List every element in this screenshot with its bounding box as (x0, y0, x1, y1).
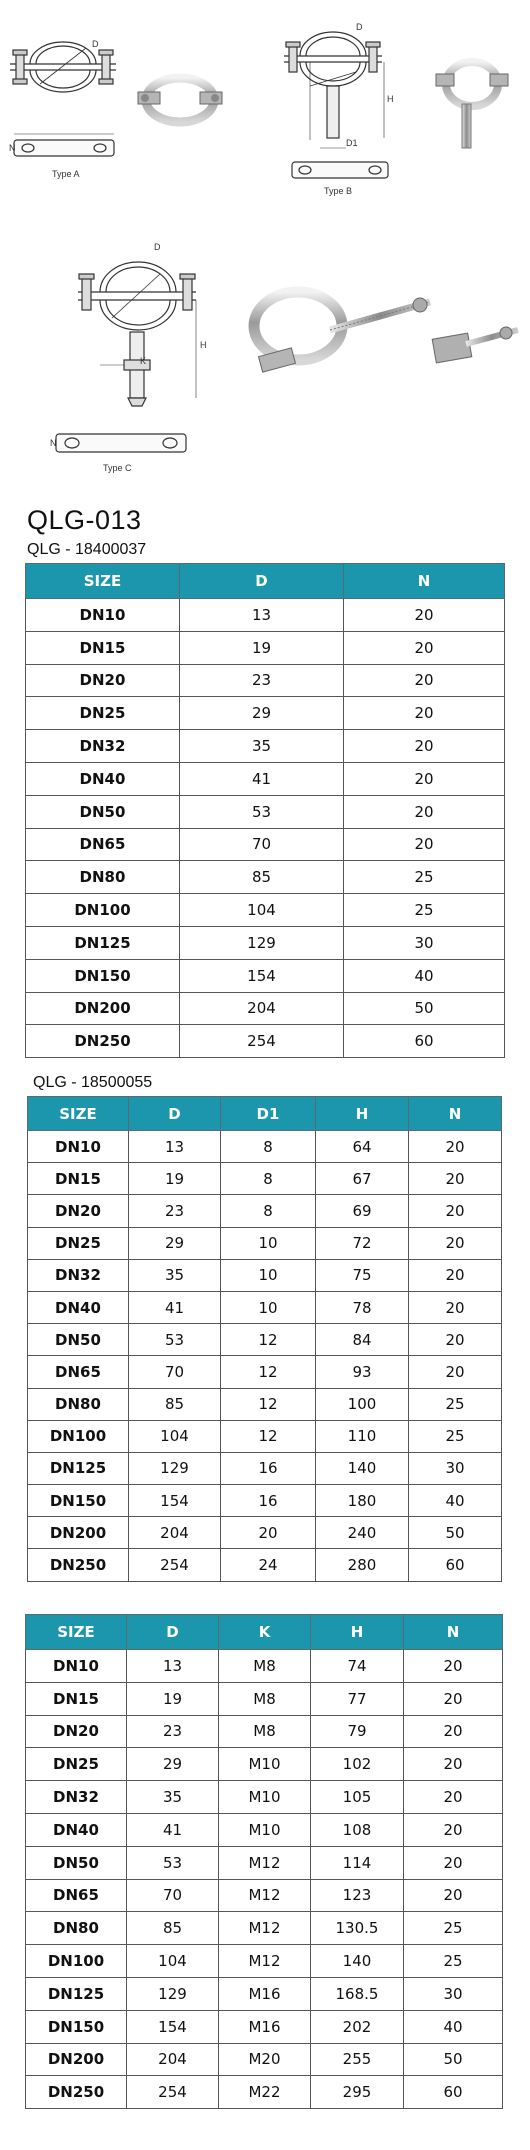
table-cell: 10 (221, 1227, 316, 1259)
table-cell: 108 (311, 1813, 404, 1846)
table-row (28, 1131, 502, 1163)
dimension-k-label: K (140, 356, 147, 366)
table-cell: 254 (129, 1549, 221, 1581)
table-row (28, 1195, 502, 1227)
dimension-n-label: N (50, 438, 57, 448)
table-row (26, 697, 505, 730)
table-cell: 202 (311, 2010, 404, 2043)
table-cell: 40 (409, 1485, 502, 1517)
table-cell: DN200 (26, 992, 180, 1025)
table-header-row (26, 1615, 503, 1650)
table-cell: DN200 (28, 1517, 129, 1549)
table-row (28, 1549, 502, 1581)
table-row (26, 2076, 503, 2109)
table-row (26, 1715, 503, 1748)
spec-table-type-c (25, 1614, 503, 2109)
table-cell: DN20 (28, 1195, 129, 1227)
table-cell: DN32 (26, 730, 180, 763)
table-cell: 105 (311, 1781, 404, 1814)
table-cell: M8 (219, 1682, 311, 1715)
dimension-n-label: N (9, 143, 16, 153)
table-row (28, 1420, 502, 1452)
table-cell: 67 (316, 1163, 409, 1195)
column-header: H (311, 1615, 404, 1650)
spec-table-type-a (25, 563, 505, 1058)
table-cell: 104 (129, 1420, 221, 1452)
table-cell: 140 (311, 1945, 404, 1978)
table-cell: 60 (409, 1549, 502, 1581)
table-cell: M10 (219, 1781, 311, 1814)
table-cell: 254 (127, 2076, 219, 2109)
table-cell: 20 (409, 1227, 502, 1259)
table-cell: 29 (127, 1748, 219, 1781)
type-a-photo (138, 78, 222, 122)
table-cell: DN50 (26, 795, 180, 828)
table-cell: 20 (404, 1813, 503, 1846)
table-cell: 70 (129, 1356, 221, 1388)
table-header-row (26, 564, 505, 599)
table-cell: 25 (409, 1388, 502, 1420)
table-cell: 53 (129, 1324, 221, 1356)
table-row (26, 894, 505, 927)
table-cell: 20 (344, 599, 505, 632)
table-cell: 20 (409, 1356, 502, 1388)
table-cell: 16 (221, 1452, 316, 1484)
table-cell: DN100 (26, 894, 180, 927)
table-cell: 12 (221, 1388, 316, 1420)
table-cell: 84 (316, 1324, 409, 1356)
table-cell: 78 (316, 1291, 409, 1323)
table-cell: DN150 (26, 2010, 127, 2043)
table-cell: 240 (316, 1517, 409, 1549)
table-row (26, 992, 505, 1025)
dimension-d-label: D (92, 39, 99, 49)
table-cell: DN250 (26, 1025, 180, 1058)
column-header: D (180, 564, 344, 599)
table-cell: 20 (344, 730, 505, 763)
table-row (26, 1846, 503, 1879)
table-row (26, 631, 505, 664)
table-cell: 35 (127, 1781, 219, 1814)
table-cell: 69 (316, 1195, 409, 1227)
table-cell: 79 (311, 1715, 404, 1748)
type-b-drawing (284, 32, 388, 178)
table-row (26, 1977, 503, 2010)
table-row (26, 1879, 503, 1912)
table-cell: 168.5 (311, 1977, 404, 2010)
table-row (26, 959, 505, 992)
table-cell: 10 (221, 1259, 316, 1291)
table-cell: 129 (180, 926, 344, 959)
table-cell: 13 (129, 1131, 221, 1163)
table-cell: DN20 (26, 664, 180, 697)
table-cell: 41 (127, 1813, 219, 1846)
table-cell: 23 (127, 1715, 219, 1748)
table-cell: 25 (404, 1945, 503, 1978)
table-cell: 60 (344, 1025, 505, 1058)
table-cell: 104 (127, 1945, 219, 1978)
table-cell: DN125 (28, 1452, 129, 1484)
table-cell: 20 (404, 1682, 503, 1715)
table-cell: 25 (344, 894, 505, 927)
table-cell: 50 (409, 1517, 502, 1549)
product-code: QLG - 18400037 (27, 541, 147, 558)
table-cell: 140 (316, 1452, 409, 1484)
table-cell: M12 (219, 1846, 311, 1879)
table-cell: 8 (221, 1163, 316, 1195)
column-header: D1 (221, 1097, 316, 1131)
table-cell: M8 (219, 1715, 311, 1748)
table-row (26, 926, 505, 959)
table-cell: 29 (129, 1227, 221, 1259)
table-cell: 60 (404, 2076, 503, 2109)
table-cell: M20 (219, 2043, 311, 2076)
column-header: N (409, 1097, 502, 1131)
table-row (28, 1291, 502, 1323)
type-a-drawing (10, 42, 116, 156)
column-header: D (127, 1615, 219, 1650)
table-cell: 20 (344, 795, 505, 828)
table-cell: DN50 (28, 1324, 129, 1356)
table-cell: 204 (129, 1517, 221, 1549)
table-cell: 12 (221, 1420, 316, 1452)
table-cell: 85 (129, 1388, 221, 1420)
table-cell: 10 (221, 1291, 316, 1323)
table-cell: M12 (219, 1912, 311, 1945)
table-row (26, 664, 505, 697)
table-cell: M16 (219, 1977, 311, 2010)
table-cell: DN250 (28, 1549, 129, 1581)
table-cell: 20 (344, 664, 505, 697)
table-cell: DN150 (26, 959, 180, 992)
table-row (26, 1025, 505, 1058)
table-row (26, 795, 505, 828)
table-cell: 104 (180, 894, 344, 927)
table-cell: 20 (221, 1517, 316, 1549)
table-cell: 280 (316, 1549, 409, 1581)
table-row (28, 1356, 502, 1388)
table-cell: DN100 (26, 1945, 127, 1978)
table-cell: 100 (316, 1388, 409, 1420)
table-cell: DN25 (28, 1227, 129, 1259)
column-header: N (404, 1615, 503, 1650)
table-cell: 20 (409, 1131, 502, 1163)
table-cell: 19 (129, 1163, 221, 1195)
table-cell: 50 (344, 992, 505, 1025)
table-cell: DN40 (26, 1813, 127, 1846)
table-cell: 85 (127, 1912, 219, 1945)
table-cell: DN40 (26, 762, 180, 795)
table-row (26, 2043, 503, 2076)
table-cell: 50 (404, 2043, 503, 2076)
table-cell: 12 (221, 1324, 316, 1356)
table-cell: 114 (311, 1846, 404, 1879)
table-cell: M12 (219, 1879, 311, 1912)
table-cell: DN80 (26, 1912, 127, 1945)
table-cell: 20 (404, 1781, 503, 1814)
table-cell: DN15 (26, 1682, 127, 1715)
table-cell: 20 (409, 1259, 502, 1291)
table-cell: 30 (344, 926, 505, 959)
table-cell: M12 (219, 1945, 311, 1978)
table-row (26, 1650, 503, 1683)
type-c-drawing (56, 262, 196, 452)
table-cell: M22 (219, 2076, 311, 2109)
table-cell: 41 (180, 762, 344, 795)
table-cell: DN65 (26, 1879, 127, 1912)
table-cell: DN65 (28, 1356, 129, 1388)
table-cell: 8 (221, 1195, 316, 1227)
table-row (26, 599, 505, 632)
column-header: SIZE (26, 564, 180, 599)
column-header: SIZE (28, 1097, 129, 1131)
column-header: H (316, 1097, 409, 1131)
table-cell: 20 (344, 631, 505, 664)
table-cell: 93 (316, 1356, 409, 1388)
table-cell: 20 (404, 1748, 503, 1781)
table-row (28, 1227, 502, 1259)
table-cell: 8 (221, 1131, 316, 1163)
table-cell: DN125 (26, 926, 180, 959)
type-b-photo (436, 62, 508, 148)
table-row (28, 1485, 502, 1517)
dimension-h-label: H (200, 340, 207, 350)
table-cell: 154 (127, 2010, 219, 2043)
table-cell: 123 (311, 1879, 404, 1912)
table-cell: 40 (404, 2010, 503, 2043)
table-cell: 30 (409, 1452, 502, 1484)
table-cell: 75 (316, 1259, 409, 1291)
table-cell: 13 (180, 599, 344, 632)
table-cell: 129 (127, 1977, 219, 2010)
table-cell: 70 (127, 1879, 219, 1912)
table-cell: 13 (127, 1650, 219, 1683)
table-header-row (28, 1097, 502, 1131)
table-cell: 20 (404, 1846, 503, 1879)
table-cell: DN50 (26, 1846, 127, 1879)
table-cell: 154 (180, 959, 344, 992)
table-cell: DN200 (26, 2043, 127, 2076)
table-cell: DN25 (26, 697, 180, 730)
table-cell: 77 (311, 1682, 404, 1715)
table-cell: 20 (344, 762, 505, 795)
product-code: QLG - 18500055 (33, 1074, 153, 1091)
table-cell: 74 (311, 1650, 404, 1683)
table-cell: DN20 (26, 1715, 127, 1748)
table-cell: DN125 (26, 1977, 127, 2010)
table-row (26, 1912, 503, 1945)
table-cell: 20 (344, 697, 505, 730)
table-cell: DN40 (28, 1291, 129, 1323)
table-cell: DN80 (28, 1388, 129, 1420)
column-header: K (219, 1615, 311, 1650)
table-cell: 20 (404, 1715, 503, 1748)
table-cell: 254 (180, 1025, 344, 1058)
table-row (26, 861, 505, 894)
table-cell: DN32 (26, 1781, 127, 1814)
table-cell: 64 (316, 1131, 409, 1163)
table-cell: 154 (129, 1485, 221, 1517)
table-cell: 25 (404, 1912, 503, 1945)
table-cell: M8 (219, 1650, 311, 1683)
model-title: QLG-013 (27, 505, 142, 535)
dimension-d1-label: D1 (346, 138, 358, 148)
table-cell: DN25 (26, 1748, 127, 1781)
table-cell: DN10 (26, 599, 180, 632)
spec-table-type-b (27, 1096, 502, 1582)
table-cell: DN10 (26, 1650, 127, 1683)
table-cell: 41 (129, 1291, 221, 1323)
table-cell: 23 (129, 1195, 221, 1227)
table-cell: 29 (180, 697, 344, 730)
table-row (28, 1163, 502, 1195)
table-cell: 19 (127, 1682, 219, 1715)
table-row (26, 1781, 503, 1814)
table-cell: 20 (409, 1291, 502, 1323)
table-cell: DN80 (26, 861, 180, 894)
table-cell: M10 (219, 1813, 311, 1846)
table-cell: 204 (127, 2043, 219, 2076)
column-header: SIZE (26, 1615, 127, 1650)
table-cell: 20 (409, 1163, 502, 1195)
table-row (26, 762, 505, 795)
table-cell: 53 (180, 795, 344, 828)
table-cell: 204 (180, 992, 344, 1025)
table-cell: DN15 (28, 1163, 129, 1195)
table-cell: DN65 (26, 828, 180, 861)
table-cell: 180 (316, 1485, 409, 1517)
table-cell: 53 (127, 1846, 219, 1879)
table-cell: DN15 (26, 631, 180, 664)
type-a-label: Type A (52, 169, 80, 179)
table-cell: M10 (219, 1748, 311, 1781)
table-cell: DN32 (28, 1259, 129, 1291)
table-cell: 35 (180, 730, 344, 763)
table-cell: 102 (311, 1748, 404, 1781)
table-cell: 23 (180, 664, 344, 697)
table-cell: 25 (409, 1420, 502, 1452)
table-cell: 110 (316, 1420, 409, 1452)
dimension-h-label: H (387, 94, 394, 104)
table-row (26, 1813, 503, 1846)
table-cell: DN10 (28, 1131, 129, 1163)
table-cell: 20 (404, 1650, 503, 1683)
table-row (26, 1682, 503, 1715)
table-cell: 19 (180, 631, 344, 664)
table-cell: 35 (129, 1259, 221, 1291)
table-cell: 12 (221, 1356, 316, 1388)
table-cell: 129 (129, 1452, 221, 1484)
table-row (26, 1945, 503, 1978)
column-header: D (129, 1097, 221, 1131)
product-drawings (0, 0, 530, 500)
table-cell: 295 (311, 2076, 404, 2109)
table-cell: 85 (180, 861, 344, 894)
table-row (28, 1517, 502, 1549)
table-row (28, 1388, 502, 1420)
type-c-label: Type C (103, 463, 132, 473)
table-cell: 70 (180, 828, 344, 861)
type-b-label: Type B (324, 186, 353, 196)
table-cell: 20 (404, 1879, 503, 1912)
table-cell: 30 (404, 1977, 503, 2010)
table-cell: DN250 (26, 2076, 127, 2109)
column-header: N (344, 564, 505, 599)
table-cell: 24 (221, 1549, 316, 1581)
table-cell: M16 (219, 2010, 311, 2043)
table-cell: DN150 (28, 1485, 129, 1517)
table-cell: 20 (409, 1195, 502, 1227)
table-row (26, 828, 505, 861)
table-cell: 25 (344, 861, 505, 894)
type-c-photo (254, 292, 518, 372)
table-row (28, 1324, 502, 1356)
table-cell: 20 (409, 1324, 502, 1356)
dimension-d-label: D (154, 242, 161, 252)
table-row (28, 1452, 502, 1484)
table-cell: 130.5 (311, 1912, 404, 1945)
table-row (26, 1748, 503, 1781)
table-row (28, 1259, 502, 1291)
table-cell: 255 (311, 2043, 404, 2076)
table-cell: 20 (344, 828, 505, 861)
table-cell: DN100 (28, 1420, 129, 1452)
table-cell: 40 (344, 959, 505, 992)
table-row (26, 730, 505, 763)
table-cell: 16 (221, 1485, 316, 1517)
table-cell: 72 (316, 1227, 409, 1259)
dimension-d-label: D (356, 22, 363, 32)
table-row (26, 2010, 503, 2043)
